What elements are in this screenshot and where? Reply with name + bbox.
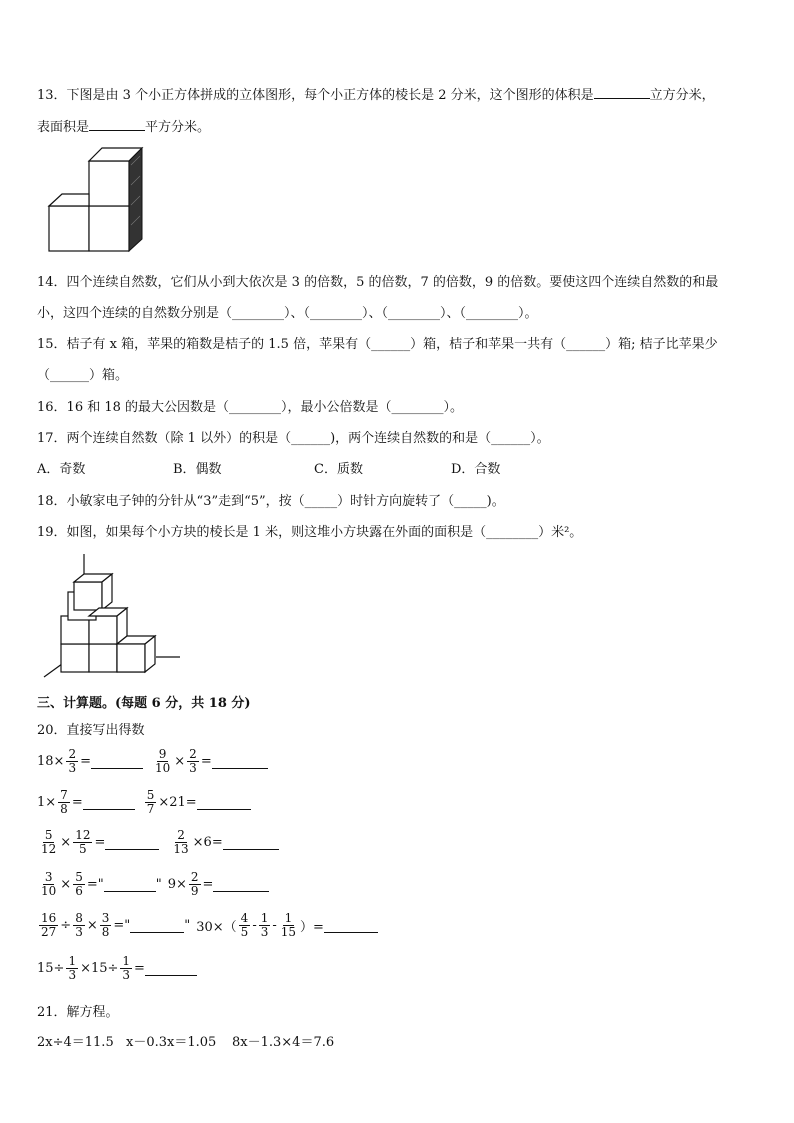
q20-row2: 1× $\frac{7}{8}$ = $\frac{5}{7}$ ×21= <box>37 789 251 816</box>
q17-option-d[interactable]: D．合数 <box>451 462 501 477</box>
answer-blank[interactable] <box>91 755 143 769</box>
q14-line2: 小，这四个连续的自然数分别是（________）、（________）、（________）、（________）。 <box>37 306 538 321</box>
q19-cube-stack-figure <box>38 552 183 682</box>
q16-text: 16．16 和 18 的最大公因数是（________），最小公倍数是（________）。 <box>37 400 464 415</box>
answer-blank[interactable] <box>324 919 378 933</box>
fraction: $\frac{2}{3}$ <box>68 747 77 775</box>
q20-row5: $\frac{16}{27}$ ÷ $\frac{8}{3}$ × $\frac{3}{8}$ =" " 30×（ $\frac{4}{5}$ - $\frac{1}{3}$ - $\frac{1}{15}$ ）= <box>37 912 378 939</box>
answer-blank[interactable] <box>104 878 156 892</box>
fraction: $\frac{4}{5}$ <box>240 911 249 939</box>
fraction: $\frac{3}{8}$ <box>101 911 110 939</box>
answer-blank[interactable] <box>105 836 159 850</box>
q18-text: 18．小敏家电子钟的分针从“3”走到“5”，按（_____）时针方向旋转了（_____)。 <box>37 494 505 509</box>
q20-row1: 18× $\frac{2}{3}$ = $\frac{9}{10}$ × $\frac{2}{3}$ = <box>37 748 268 775</box>
q13-area-blank[interactable] <box>89 117 145 131</box>
answer-blank[interactable] <box>197 796 251 810</box>
q15-line1: 15．桔子有 x 箱，苹果的箱数是桔子的 1.5 倍，苹果有（______）箱，桔子和苹果一共有（______）箱; 桔子比苹果少 <box>37 337 718 352</box>
q20-row6: 15÷ $\frac{1}{3}$ ×15÷ $\frac{1}{3}$ = <box>37 955 197 982</box>
q17-option-a[interactable]: A．奇数 <box>37 462 86 477</box>
q13-cube-figure <box>40 140 150 260</box>
q14-line1: 14．四个连续自然数，它们从小到大依次是 3 的倍数，5 的倍数，7 的倍数，9 的倍数。要使这四个连续自然数的和最 <box>37 275 719 290</box>
fraction: $\frac{2}{13}$ <box>173 828 189 856</box>
q17-option-c[interactable]: C．质数 <box>314 462 363 477</box>
fraction: $\frac{1}{3}$ <box>260 911 269 939</box>
q15-line2: （______）箱。 <box>37 368 129 383</box>
fraction: $\frac{12}{5}$ <box>75 828 91 856</box>
q21-equation-3: 8x－1.3×4＝7.6 <box>232 1035 335 1050</box>
q17-option-b[interactable]: B．偶数 <box>173 462 222 477</box>
fraction: $\frac{1}{3}$ <box>122 954 131 982</box>
q17-text: 17．两个连续自然数（除 1 以外）的积是（______)，两个连续自然数的和是（______）。 <box>37 431 550 446</box>
q20-title: 20．直接写出得数 <box>37 723 145 738</box>
q13-line1: 13．下图是由 3 个小正方体拼成的立体图形，每个小正方体的棱长是 2 分米，这个图形的体积是 立方分米， <box>37 84 715 103</box>
fraction: $\frac{5}{6}$ <box>75 870 83 898</box>
q19-text: 19．如图，如果每个小方块的棱长是 1 米，则这堆小方块露在外面的面积是（________）米²。 <box>37 525 583 540</box>
answer-blank[interactable] <box>212 755 268 769</box>
answer-blank[interactable] <box>213 878 269 892</box>
q20-row3: $\frac{5}{12}$ × $\frac{12}{5}$ = $\frac{2}{13}$ ×6= <box>37 829 279 856</box>
fraction: $\frac{7}{8}$ <box>60 788 68 816</box>
fraction: $\frac{5}{12}$ <box>41 828 57 856</box>
fraction: $\frac{1}{3}$ <box>68 954 77 982</box>
fraction: $\frac{5}{7}$ <box>146 788 155 816</box>
q13-line2: 表面积是 平方分米。 <box>37 116 210 135</box>
q13-volume-blank[interactable] <box>594 85 650 99</box>
fraction: $\frac{9}{10}$ <box>154 747 171 775</box>
fraction: $\frac{3}{10}$ <box>41 870 57 898</box>
fraction: $\frac{8}{3}$ <box>75 911 83 939</box>
answer-blank[interactable] <box>83 796 135 810</box>
fraction: $\frac{16}{27}$ <box>41 911 57 939</box>
answer-blank[interactable] <box>130 919 184 933</box>
q21-equation-1: 2x÷4＝11.5 <box>37 1035 114 1050</box>
answer-blank[interactable] <box>145 962 197 976</box>
section3-heading: 三、计算题。(每题 6 分，共 18 分) <box>37 696 251 711</box>
q20-row4: $\frac{3}{10}$ × $\frac{5}{6}$ =" " 9× $\frac{2}{9}$ = <box>37 871 269 898</box>
answer-blank[interactable] <box>223 836 279 850</box>
fraction: $\frac{1}{15}$ <box>280 911 297 939</box>
q21-title: 21．解方程。 <box>37 1005 119 1020</box>
fraction: $\frac{2}{9}$ <box>190 870 199 898</box>
fraction: $\frac{2}{3}$ <box>189 747 197 775</box>
q21-equation-2: x－0.3x＝1.05 <box>126 1035 217 1050</box>
